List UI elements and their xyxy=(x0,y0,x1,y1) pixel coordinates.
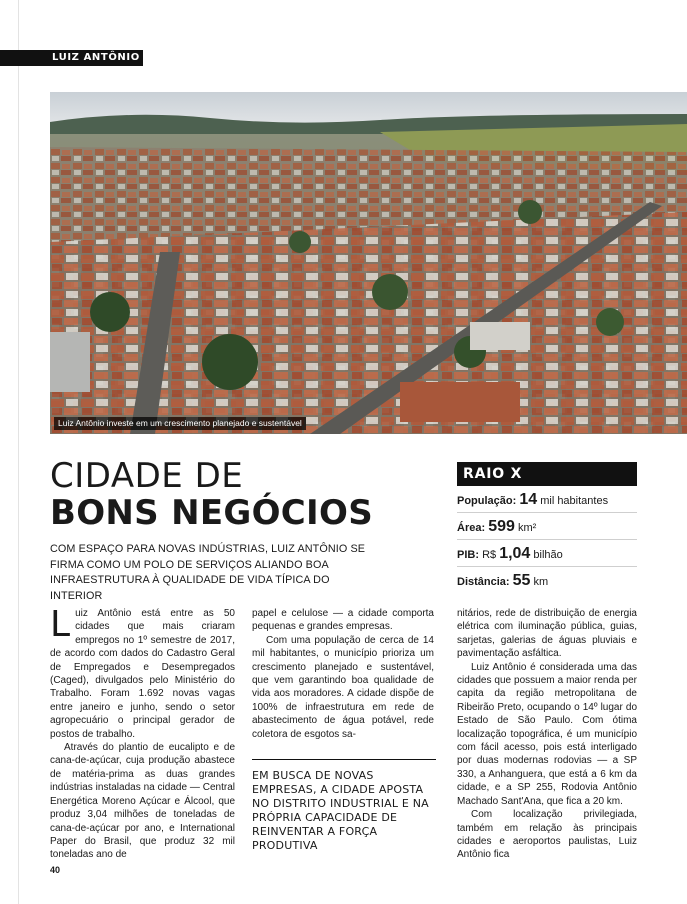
raio-x-label: Distância: xyxy=(457,576,510,588)
article-column-2 xyxy=(252,607,434,741)
raio-x-row-area xyxy=(457,513,637,540)
page-number: 40 xyxy=(50,865,61,875)
section-tag: LUIZ ANTÔNIO xyxy=(0,50,143,66)
headline-line-1: CIDADE DE xyxy=(50,456,244,496)
photo-caption: Luiz Antônio investe em um crescimento planejado e sustentável xyxy=(54,417,306,430)
article-paragraph: Através do plantio de eucalipto e de cana-de-açúcar, cuja produção abastece de matéria-prima as duas grandes indústrias instaladas na cidade — Central Energética Moreno Açúcar e Álcool, que produz 3,04 milhões de toneladas de cana-de-açúcar por ano, e International Paper do Brasil, que produz 32 mil toneladas ano de xyxy=(50,742,235,861)
drop-cap: L xyxy=(50,604,71,645)
raio-x-row-populacao xyxy=(457,486,637,513)
raio-x-row-pib xyxy=(457,540,637,567)
raio-x-value: 599 xyxy=(488,518,515,535)
raio-x-unit: mil habitantes xyxy=(537,495,609,507)
aerial-city-photo xyxy=(50,92,687,434)
article-paragraph: Luiz Antônio é considerada uma das cidades que possuem a maior renda per capita da região metropolitana de Ribeirão Preto, ocupando o 14º lugar do Estado de São Paulo. Com ótima localização topográfica, é um município com fácil acesso, pois está interligado por duas modernas rodovias — a SP 330, a Anhanguera, que está a 6 km da cidade, e a SP 255, Rodovia Antônio Machado Sant'Ana, que fica a 20 km. xyxy=(457,661,637,807)
article-paragraph: Com localização privilegiada, também em relação às principais cidades e aeroportos paulistas, Luiz Antônio fica xyxy=(457,809,637,861)
raio-x-value: 1,04 xyxy=(499,545,531,562)
raio-x-row-distancia xyxy=(457,567,637,594)
raio-x-prefix: R$ xyxy=(482,549,500,561)
article-column-1 xyxy=(50,604,235,862)
raio-x-unit: km xyxy=(530,576,549,588)
raio-x-label: PIB: xyxy=(457,549,479,561)
raio-x-value: 14 xyxy=(519,491,538,508)
article-paragraph: nitários, rede de distribuição de energia elétrica com iluminação pública, guias, sarjetas, galerias de águas pluviais e pavimentação asfáltica. xyxy=(457,608,637,660)
raio-x-value: 55 xyxy=(512,572,531,589)
aerial-photo-illustration xyxy=(50,92,687,434)
raio-x-unit: km² xyxy=(514,522,537,534)
pull-quote: EM BUSCA DE NOVAS EMPRESAS, A CIDADE APOSTA NO DISTRITO INDUSTRIAL E NA PRÓPRIA CAPACIDADE DE REINVENTAR A FORÇA PRODUTIVA xyxy=(252,759,436,853)
article-column-3 xyxy=(457,607,637,862)
page-margin-rule xyxy=(18,0,19,904)
deck-subtitle: COM ESPAÇO PARA NOVAS INDÚSTRIAS, LUIZ ANTÔNIO SE FIRMA COMO UM POLO DE SERVIÇOS ALIANDO BOA INFRAESTRUTURA À QUALIDADE DE VIDA TÍPICA DO INTERIOR xyxy=(50,543,366,602)
raio-x-label: Área: xyxy=(457,522,486,534)
raio-x-title: RAIO X xyxy=(457,462,637,486)
headline-line-2: BONS NEGÓCIOS xyxy=(50,493,373,533)
raio-x-label: População: xyxy=(457,495,517,507)
headline xyxy=(50,458,450,532)
article-paragraph xyxy=(50,604,235,741)
article-paragraph: papel e celulose — a cidade comporta pequenas e grandes empresas. xyxy=(252,608,434,633)
raio-x-unit: bilhão xyxy=(530,549,563,561)
paragraph-text: uiz Antônio está entre as 50 cidades que mais criaram empregos no 1º semestre de 2017, de acordo com dados do Cadastro Geral de Empregados e Desempregados (Caged), divulgados pelo Ministério do Trabalho. Foram 1.692 novas vagas entre janeiro e junho, sendo o setor agropecuário o principal gerador de postos de trabalho. xyxy=(50,608,235,740)
article-paragraph: Com uma população de cerca de 14 mil habitantes, o município prioriza um crescimento planejado e sustentável, que vem garantindo boa qualidade de vida aos moradores. A cidade dispõe de 100% de infraestrutura em rede de abastecimento de água potável, rede coletora de esgotos sa- xyxy=(252,634,434,740)
raio-x-box xyxy=(457,462,637,594)
